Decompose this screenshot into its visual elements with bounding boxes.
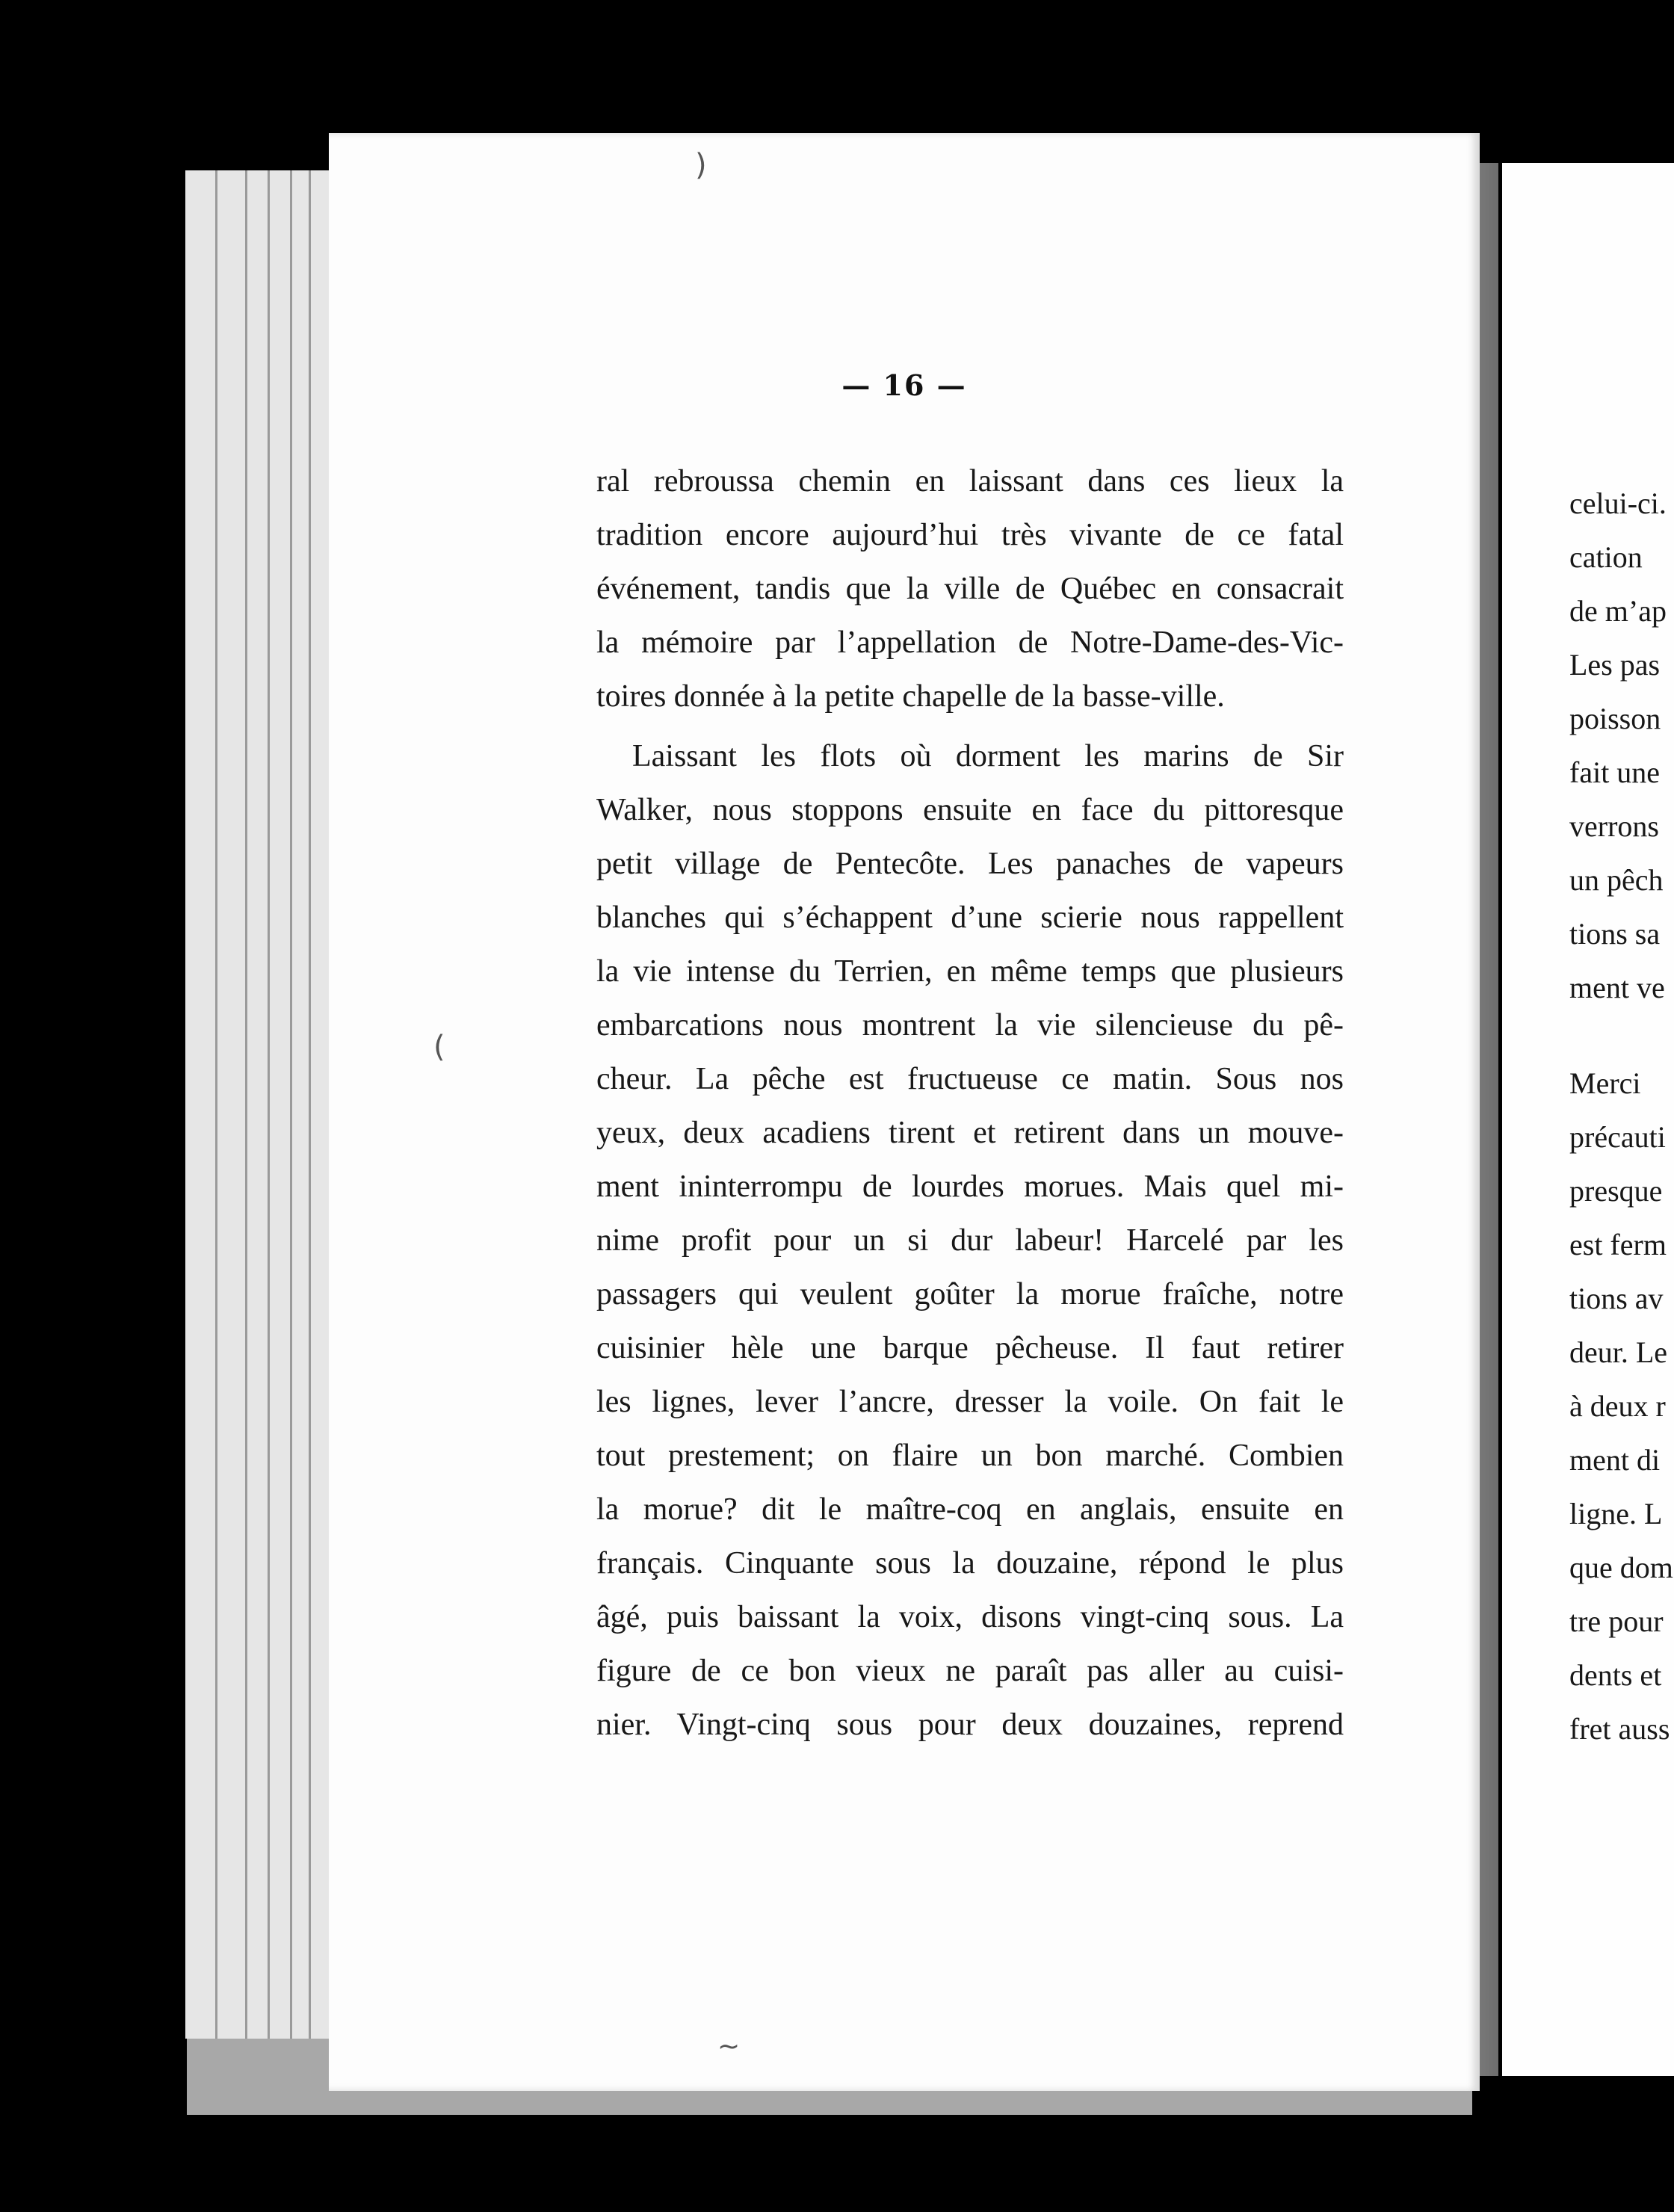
- text-line: fait une: [1569, 756, 1661, 789]
- text-line: blanches qui s’échappent d’une scierie nous rappellent: [596, 900, 1344, 935]
- text-line: nime profit pour un si dur labeur! Harcelé par les: [596, 1223, 1344, 1258]
- text-line: ment ve: [1569, 971, 1665, 1004]
- text-line: un pêch: [1569, 863, 1664, 897]
- text-line: événement, tandis que la ville de Québec en consacrait: [596, 572, 1344, 606]
- text-line: ral rebroussa chemin en laissant dans ces lieux la: [596, 464, 1344, 498]
- text-line: ligne. L: [1569, 1497, 1663, 1530]
- text-line: toires donnée à la petite chapelle de la basse-ville.: [596, 679, 1225, 714]
- pencil-mark: ): [695, 148, 707, 182]
- page-number: — 16 —: [841, 368, 967, 402]
- page-edge: [268, 170, 270, 2039]
- text-line: est ferm: [1569, 1228, 1667, 1261]
- left-page: [329, 133, 1480, 2091]
- text-line: la morue? dit le maître-coq en anglais, ensuite en: [596, 1492, 1344, 1527]
- text-line: les lignes, lever l’ancre, dresser la voile. On fait le: [596, 1385, 1344, 1419]
- page-edge: [245, 170, 247, 2039]
- text-line: Merci: [1569, 1066, 1641, 1100]
- text-line: celui-ci.: [1569, 486, 1667, 520]
- text-line: poisson: [1569, 702, 1661, 735]
- pencil-mark: ~: [717, 2031, 741, 2062]
- text-line: tions sa: [1569, 917, 1661, 951]
- text-line: âgé, puis baissant la voix, disons vingt-cinq sous. La: [596, 1600, 1344, 1634]
- text-line: Walker, nous stoppons ensuite en face du pittoresque: [596, 793, 1344, 827]
- text-line: cation: [1569, 540, 1643, 574]
- page-edge: [290, 170, 292, 2039]
- text-line: cuisinier hèle une barque pêcheuse. Il faut retirer: [596, 1331, 1344, 1365]
- text-line: précauti: [1569, 1120, 1666, 1154]
- body-text: [596, 454, 1344, 1752]
- text-line: presque: [1569, 1174, 1663, 1208]
- text-line: embarcations nous montrent la vie silencieuse du pê-: [596, 1008, 1344, 1042]
- text-line: Laissant les flots où dorment les marins de Sir: [632, 739, 1344, 773]
- page-edges: [185, 170, 335, 2039]
- text-line: la mémoire par l’appellation de Notre-Dame-des-Vic-: [596, 625, 1344, 660]
- page-edge: [309, 170, 311, 2039]
- text-line: tions av: [1569, 1282, 1664, 1315]
- text-line: la vie intense du Terrien, en même temps que plusieurs: [596, 954, 1344, 989]
- text-line: tradition encore aujourd’hui très vivante de ce fatal: [596, 518, 1344, 552]
- text-line: à deux r: [1569, 1389, 1666, 1423]
- text-line: cheur. La pêche est fructueuse ce matin. Sous nos: [596, 1062, 1344, 1096]
- text-line: ment di: [1569, 1443, 1661, 1477]
- text-line: petit village de Pentecôte. Les panaches de vapeurs: [596, 847, 1344, 881]
- text-line: tre pour: [1569, 1604, 1664, 1638]
- text-line: figure de ce bon vieux ne paraît pas aller au cuisi-: [596, 1654, 1344, 1688]
- text-line: fret auss: [1569, 1712, 1670, 1746]
- pencil-mark: (: [433, 1030, 445, 1064]
- text-line: tout prestement; on flaire un bon marché. Combien: [596, 1439, 1344, 1473]
- page-edge: [215, 170, 217, 2039]
- text-line: passagers qui veulent goûter la morue fraîche, notre: [596, 1277, 1344, 1312]
- text-line: deur. Le: [1569, 1335, 1668, 1369]
- text-line: yeux, deux acadiens tirent et retirent dans un mouve-: [596, 1116, 1344, 1150]
- text-line: de m’ap: [1569, 594, 1667, 628]
- text-line: que dom: [1569, 1551, 1673, 1584]
- right-page-partial: [1502, 163, 1674, 2076]
- text-line: français. Cinquante sous la douzaine, répond le plus: [596, 1546, 1344, 1581]
- text-line: dents et: [1569, 1658, 1662, 1692]
- text-line: verrons: [1569, 809, 1659, 843]
- text-line: nier. Vingt-cinq sous pour deux douzaines, reprend: [596, 1708, 1344, 1742]
- facing-page-text: [1569, 477, 1673, 1756]
- text-line: ment ininterrompu de lourdes morues. Mais quel mi-: [596, 1170, 1344, 1204]
- text-line: Les pas: [1569, 648, 1661, 682]
